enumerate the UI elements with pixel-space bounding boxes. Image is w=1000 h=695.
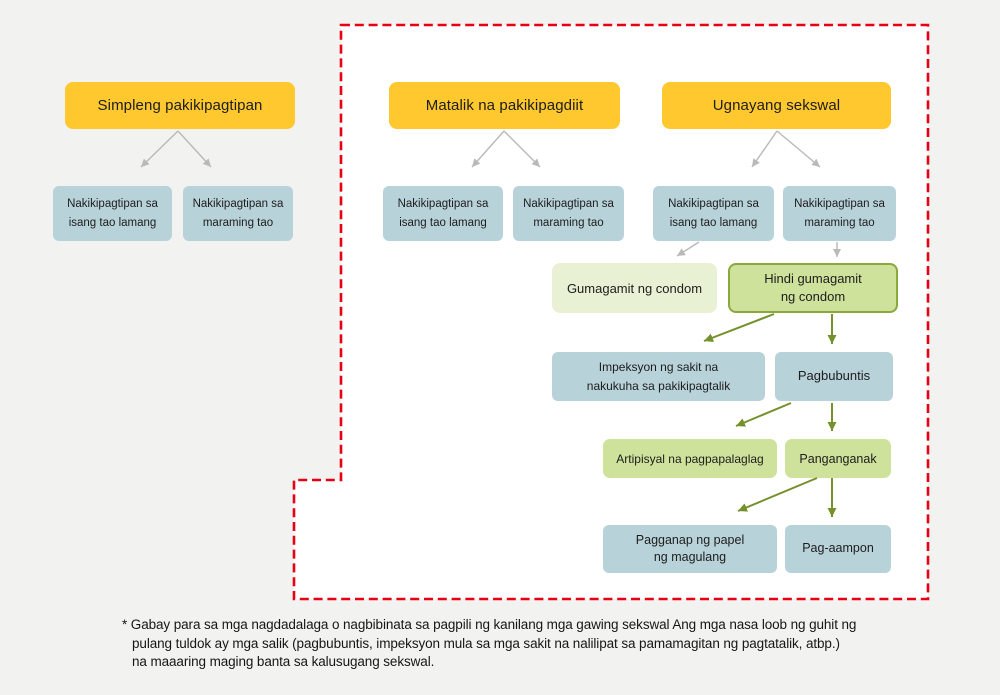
node-matalik-maraming-tao [513, 186, 624, 241]
node-matalik-na-pakikipagdiit [389, 82, 620, 129]
footnote-line-2: pulang tuldok ay mga salik (pagbubuntis, impeksyon mula sa mga sakit na nalilipat sa pamamagitan ng pagtatalik, atbp.) [132, 635, 840, 651]
node-label-line1: Nakikipagtipan sa [192, 198, 284, 211]
node-simpleng-pakikipagtipan [65, 82, 295, 129]
node-label-line1: Impeksyon ng sakit na [598, 359, 719, 374]
node-gumagamit-ng-condom [552, 263, 717, 313]
node-ugnayang-maraming-tao [783, 186, 896, 241]
node-label: Pag-aampon [802, 541, 874, 556]
node-label-line2: maraming tao [533, 216, 604, 229]
node-hindi-gumagamit-ng-condom [728, 263, 898, 313]
node-label-line2: isang tao lamang [669, 216, 758, 229]
node-pag-aampon [785, 525, 891, 573]
node-label-line2: maraming tao [202, 216, 274, 229]
node-label: Gumagamit ng condom [566, 280, 703, 296]
footnote-line-1: * Gabay para sa mga nagdadalaga o nagbibinata sa pagpili ng kanilang mga gawing sekswal Ang mga nasa loob ng guhit ng [122, 617, 857, 632]
node-label-line2: nakukuha sa pakikipagtalik [586, 378, 731, 393]
node-matalik-isang-tao [383, 186, 503, 241]
node-label: Pagbubuntis [797, 368, 871, 384]
node-label-line2: isang tao lamang [399, 216, 487, 229]
node-label-line2: maraming tao [804, 216, 875, 229]
node-label-line2: isang tao lamang [68, 216, 157, 229]
node-label-line1: Pagganap ng papel [635, 532, 745, 547]
node-label-line1: Nakikipagtipan sa [67, 198, 158, 211]
node-ugnayang-isang-tao [653, 186, 774, 241]
node-label-line2: ng magulang [653, 550, 727, 564]
node-ugnayang-sekswal [662, 82, 891, 129]
node-label-line1: Nakikipagtipan sa [668, 198, 759, 211]
node-label-line1: Nakikipagtipan sa [523, 198, 614, 211]
node-label-line1: Nakikipagtipan sa [794, 198, 885, 211]
footnote [122, 616, 912, 672]
node-label-line2: ng condom [780, 289, 846, 304]
node-label-line1: Nakikipagtipan sa [397, 198, 489, 211]
node-label: Simpleng pakikipagtipan [97, 97, 263, 114]
node-label: Ugnayang sekswal [712, 97, 841, 114]
node-label: Artipisyal na pagpapalaglag [616, 451, 764, 466]
node-impeksyon [552, 352, 765, 401]
node-label-line1: Hindi gumagamit [764, 271, 862, 287]
footnote-line-3: na maaaring maging banta sa kalusugang sekswal. [132, 654, 435, 669]
node-panganganak [785, 439, 891, 478]
node-simpleng-isang-tao [53, 186, 172, 241]
node-artipisyal-na-pagpapalaglag [603, 439, 777, 478]
node-simpleng-maraming-tao [183, 186, 293, 241]
node-pagbubuntis [775, 352, 893, 401]
node-label: Panganganak [799, 451, 877, 466]
node-label: Matalik na pakikipagdiit [425, 97, 584, 114]
node-pagganap-ng-papel [603, 525, 777, 573]
